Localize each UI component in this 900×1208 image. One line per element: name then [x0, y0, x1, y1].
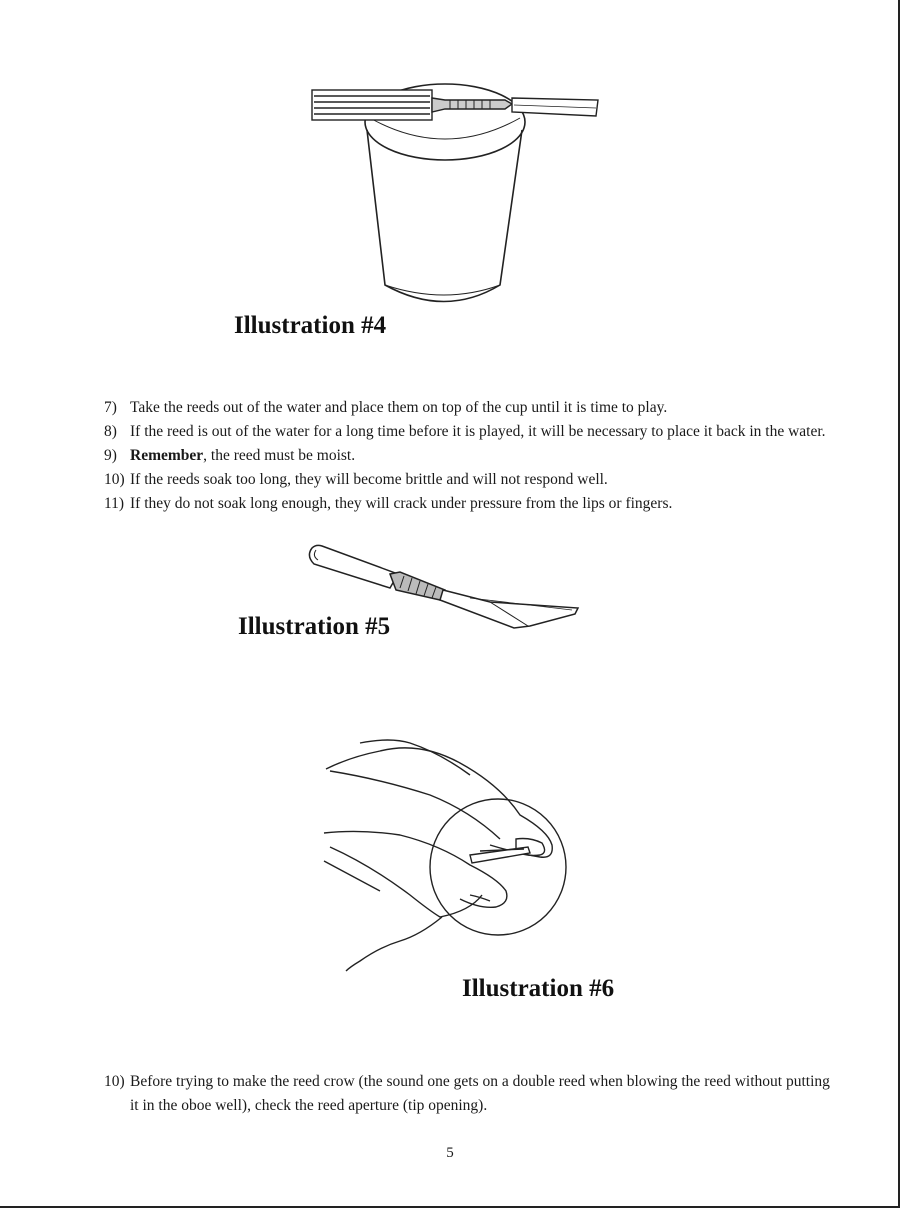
step-number: 9): [104, 447, 117, 465]
illustration-5-caption: Illustration #5: [238, 613, 391, 640]
step-text: If the reed is out of the water for a long time before it is played, it will be necessary to place it back in the water.: [130, 423, 826, 441]
step-8: [104, 420, 834, 444]
page-number: 5: [446, 1145, 454, 1161]
step-number: 7): [104, 399, 117, 416]
cup-with-reed-illustration: [300, 60, 610, 310]
hand-reed-illustration: [320, 735, 580, 985]
step-11: [104, 492, 834, 516]
illustration-4-caption: Illustration #4: [234, 312, 387, 339]
step-text: If they do not soak long enough, they will crack under pressure from the lips or fingers.: [130, 495, 673, 513]
step-text: [130, 444, 834, 468]
step-number: 10): [104, 471, 125, 489]
instruction-list-a: [104, 396, 834, 516]
illustration-6-caption: Illustration #6: [462, 975, 615, 1002]
instruction-list-b: [104, 1070, 834, 1118]
step-number: 8): [104, 423, 117, 441]
step-number: 11): [104, 495, 125, 513]
step-text: Before trying to make the reed crow (the sound one gets on a double reed when blowing the reed without putting it in the oboe well), check the reed aperture (tip opening).: [130, 1073, 830, 1115]
step-text: Take the reeds out of the water and place them on top of the cup until it is time to play.: [130, 399, 668, 416]
step-number: 10): [104, 1073, 125, 1090]
step-text: If the reeds soak too long, they will become brittle and will not respond well.: [130, 471, 608, 489]
step-7: [104, 396, 834, 420]
step-text-rest: , the reed must be moist.: [203, 447, 356, 465]
step-10: [104, 468, 834, 492]
step-10-aperture: [104, 1070, 834, 1118]
step-9: [104, 444, 834, 468]
remember-emphasis: Remember: [130, 447, 204, 465]
